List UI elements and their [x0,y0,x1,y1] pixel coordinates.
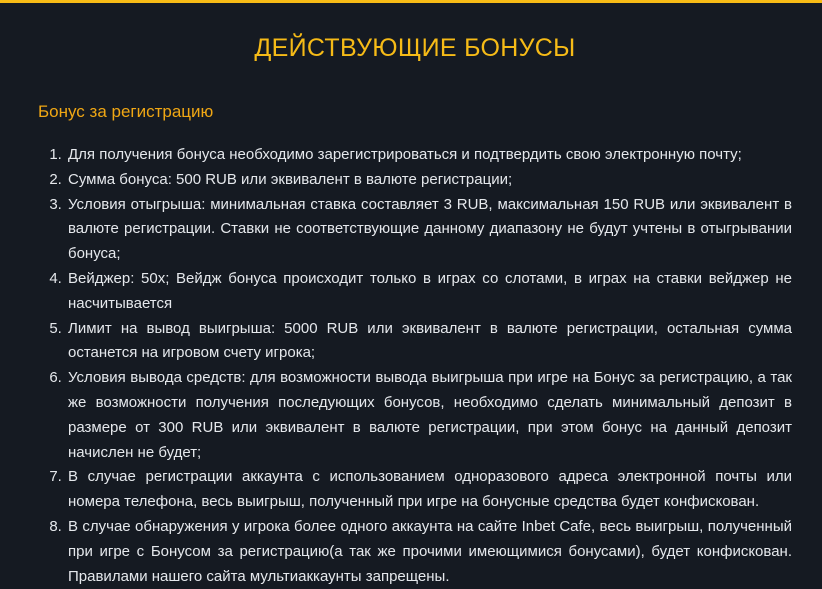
list-item: 5. Лимит на вывод выигрыша: 5000 RUB или эквивалент в валюте регистрации, остальная сумма останется на игровом счету игрока; [66,317,792,367]
bonus-terms-list [38,143,792,589]
list-item: 8. В случае обнаружения у игрока более одного аккаунта на сайте Inbet Cafe, весь выигрыш, полученный при игре с Бонусом за регистрацию(а так же прочими имеющимися бонусами), будет конфискован. Правилами нашего сайта мультиаккаунты запрещены. [66,515,792,589]
list-item: 6. Условия вывода средств: для возможности вывода выигрыша при игре на Бонус за регистрацию, а так же возможности получения последующих бонусов, необходимо сделать минимальный депозит в размере от 300 RUB или эквивалент в валюте регистрации, при этом бонус на данный депозит начислен не будет; [66,366,792,465]
bonus-terms-page [0,34,822,589]
list-item: 7. В случае регистрации аккаунта с использованием одноразового адреса электронной почты или номера телефона, весь выигрыш, полученный при игре на бонусные средства будет конфискован. [66,465,792,515]
list-item: 4. Вейджер: 50x; Вейдж бонуса происходит только в играх со слотами, в играх на ставки вейджер не насчитывается [66,267,792,317]
top-accent-line [0,0,822,3]
section-heading: Бонус за регистрацию [38,102,214,121]
list-item: 3. Условия отыгрыша: минимальная ставка составляет 3 RUB, максимальная 150 RUB или эквивалент в валюте регистрации. Ставки не соответствующие данному диапазону не будут учтены в отыгрывании бонуса; [66,193,792,267]
list-item: 1. Для получения бонуса необходимо зарегистрироваться и подтвердить свою электронную почту; [66,143,792,168]
list-item: 2. Сумма бонуса: 500 RUB или эквивалент в валюте регистрации; [66,168,792,193]
page-title: ДЕЙСТВУЮЩИЕ БОНУСЫ [254,34,576,62]
